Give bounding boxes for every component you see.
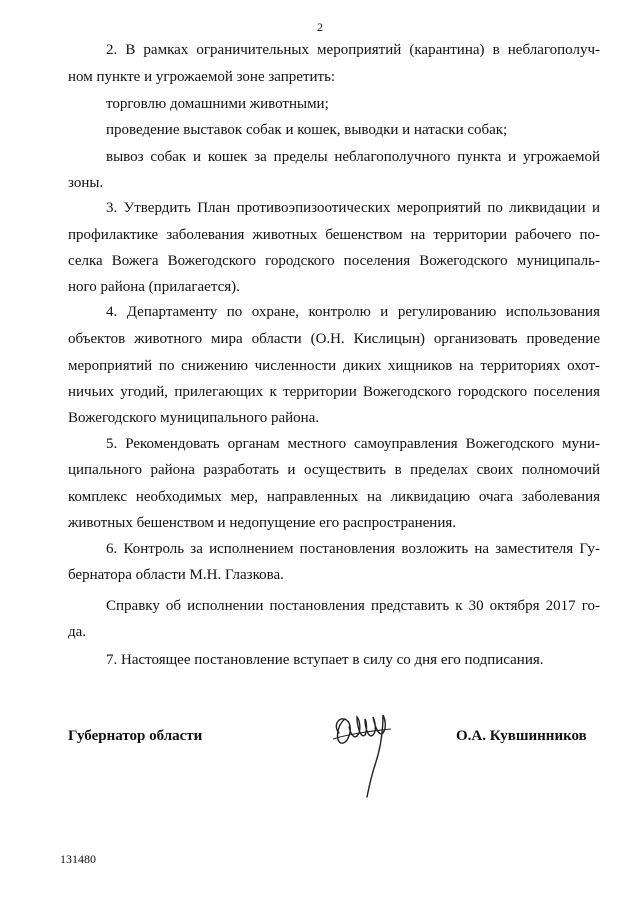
text-line: 6. Контроль за исполнением постановления возложить на заместителя Гу- xyxy=(106,541,600,557)
text-line: проведение выставок собак и кошек, выводки и натаски собак; xyxy=(106,122,508,138)
text-line: 5. Рекомендовать органам местного самоуправления Вожегодского муни- xyxy=(106,436,600,452)
text-line: да. xyxy=(68,624,87,640)
page-number: 2 xyxy=(317,20,323,34)
text-line: 2. В рамках ограничительных мероприятий (карантина) в неблагополуч- xyxy=(106,42,600,58)
text-line: ципального района разработать и осуществить в пределах своих полномочий xyxy=(68,462,600,478)
text-line: ном пункте и угрожаемой зоне запретить: xyxy=(68,69,336,85)
text-line: объектов животного мира области (О.Н. Кислицын) организовать проведение xyxy=(68,331,600,347)
text-line: профилактике заболевания животных бешенством на территории рабочего по- xyxy=(68,227,600,243)
text-line: 3. Утвердить План противоэпизоотических мероприятий по ликвидации и xyxy=(106,200,600,216)
text-line: селка Вожега Вожегодского городского поселения Вожегодского муниципаль- xyxy=(68,253,600,269)
text-line: Вожегодского муниципального района. xyxy=(68,410,320,426)
text-line: Справку об исполнении постановления представить к 30 октября 2017 го- xyxy=(106,598,600,614)
text-line: вывоз собак и кошек за пределы неблагополучного пункта и угрожаемой xyxy=(106,149,600,165)
text-line: торговлю домашними животными; xyxy=(106,96,329,112)
text-line: животных бешенством и недопущение его распространения. xyxy=(68,515,457,531)
signatory-name: О.А. Кувшинников xyxy=(456,728,587,744)
text-line: 4. Департаменту по охране, контролю и регулированию использования xyxy=(106,304,600,320)
text-line: мероприятий по снижению численности диких хищников на территориях охот- xyxy=(68,358,600,374)
text-line: ничьих угодий, прилегающих к территории Вожегодского городского поселения xyxy=(68,384,600,400)
text-line: бернатора области М.Н. Глазкова. xyxy=(68,567,284,583)
text-line: зоны. xyxy=(68,175,104,191)
text-line: 7. Настоящее постановление вступает в силу со дня его подписания. xyxy=(106,652,544,668)
text-line: комплекс необходимых мер, направленных на ликвидацию очага заболевания xyxy=(68,489,600,505)
signatory-title: Губернатор области xyxy=(68,728,203,744)
document-number: 131480 xyxy=(60,852,96,866)
handwritten-signature xyxy=(325,705,410,800)
text-line: ного района (прилагается). xyxy=(68,279,240,295)
